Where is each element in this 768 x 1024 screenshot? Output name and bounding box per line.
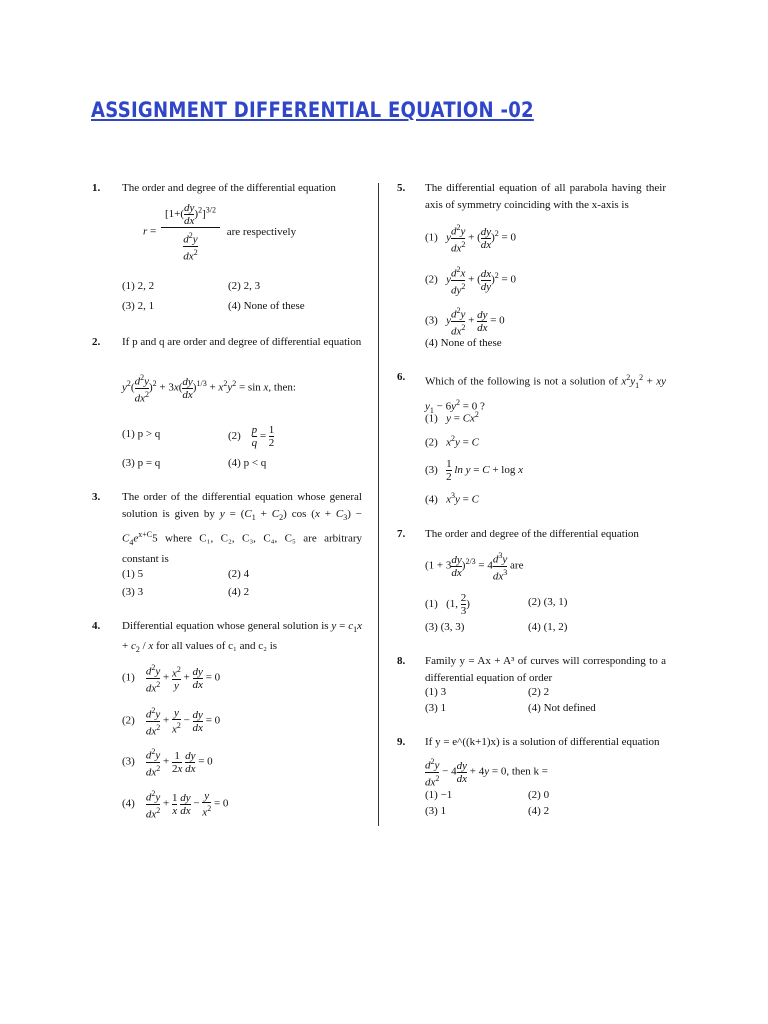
option-4[interactable]: (4) 2 [528,805,550,817]
question-number: 2. [92,336,101,348]
option-4[interactable]: (4) 2 [228,586,250,598]
question-text-part: The order of the differential equation whose general solution is given by [122,491,362,520]
option-3[interactable]: (3) 2, 1 [122,300,155,312]
option-label: (2) [425,436,438,449]
question-tail: are respectively [226,225,297,238]
question-number: 8. [397,655,406,667]
question-tail: , then: [268,381,296,394]
option-label: (1) [425,412,438,425]
question-number: 3. [92,491,101,503]
question-text: If y = e^((k+1)x) is a solution of differential equation [425,736,660,748]
option-label: (1) [425,598,438,611]
option-3[interactable]: (3) $\frac{d^2y}{dx^2}$ + $\frac{1}{2x}$ $\frac{dy}{dx}$ = 0 [122,747,213,779]
option-4[interactable]: (4) None of these [425,337,502,349]
question-text: Family y = Ax + A³ of curves will corresponding to a differential equation of order [425,655,666,684]
option-2[interactable]: (2) $\frac{d^2y}{dx^2}$ + $\frac{y}{x^2}$ − $\frac{dy}{dx}$ = 0 [122,706,221,738]
question-number: 5. [397,182,406,194]
equation: $y^2$( $\frac{d^2y}{dx^2}$ )$^2$ + 3x( $\frac{dy}{dx}$ )$^{1/3} + x^2y^2 = \sin x$, then: [122,373,296,405]
option-1[interactable]: (1) p > q [122,428,161,440]
option-4[interactable]: (4) (1, 2) [528,621,568,633]
question-text: Differential equation whose general solution is $y = c_1x + c_2 / x$ for all values of c₁ and c₂ is [122,620,362,655]
question-number: 7. [397,528,406,540]
option-4[interactable]: (4) Not defined [528,702,596,714]
question-text-part: where C₁, C₂, C₃, C₄, C₅ are arbitrary constant is [122,532,362,566]
option-3[interactable]: (3) 1 [425,805,447,817]
option-1[interactable]: (1) $\frac{d^2y}{dx^2}$ + $\frac{x^2}{y}$ + $\frac{dy}{dx}$ = 0 [122,663,221,695]
option-3[interactable]: (3) $\frac{1}{2}$ ln y = C + log x [425,458,523,483]
column-divider [378,183,379,826]
question-number: 4. [92,620,101,632]
question-text-part: Differential equation whose general solution is [122,620,329,632]
option-2[interactable]: (2) 2 [528,686,550,698]
page-title: ASSIGNMENT DIFFERENTIAL EQUATION -02 [91,98,534,122]
option-2[interactable]: (2) y $\frac{d^2x}{dy^2}$ + ( $\frac{dx}{dy}$ )$^2$ = 0 [425,265,517,297]
option-1[interactable]: (1) 5 [122,568,144,580]
question-tail: , then k = [506,765,548,778]
option-3[interactable]: (3) 3 [122,586,144,598]
option-1[interactable]: (1) −1 [425,789,453,801]
option-label: (2) [122,714,135,727]
question-text: The differential equation of all parabola having their axis of symmetry coinciding with the x-axis is [425,182,666,211]
option-4[interactable]: (4) $x^3y = C$ [425,491,479,506]
question-text-part: Which of the following is not a solution of [425,375,618,388]
option-label: (3) [425,314,438,327]
option-2[interactable]: (2) 4 [228,568,250,580]
option-label: (4) [425,493,438,506]
option-1[interactable]: (1) y $\frac{d^2y}{dx^2}$ + ( $\frac{dy}{dx}$ )$^2$ = 0 [425,223,517,255]
question-text: The order of the differential equation whose general solution is given by $y = (C_1 + C_2)$ $\cos (x + C_3) - C_4e^{x+C}5$ where C₁, C₂, C₃, C₄, C₅ are arbitrary constant is [122,491,362,566]
option-label: (4) [122,797,135,810]
option-label: (3) [425,464,438,477]
option-label: (1) [425,231,438,244]
option-1[interactable]: (1) 2, 2 [122,280,155,292]
question-text-part: for all values of c₁ and c₂ is [156,640,278,653]
question-number: 1. [92,182,101,194]
option-label: (2) [228,430,241,443]
question-text: The order and degree of the differential equation [425,528,639,540]
question-tail: are [510,559,524,572]
option-1[interactable]: (1) $y = Cx^2$ [425,410,479,425]
option-2[interactable]: (2) 0 [528,789,550,801]
option-4[interactable]: (4) p < q [228,457,267,469]
question-text: If p and q are order and degree of differential equation [122,336,362,348]
option-3[interactable]: (3) y $\frac{d^2y}{dx^2}$ + $\frac{dy}{dx}$ = 0 [425,306,505,338]
equation: r = [1+( $\frac{dy}{dx}$ )$^2$]$^{3/2}$ $\frac{d^2y}{dx^2}$ are respectively [143,202,297,263]
option-label: (1) [122,671,135,684]
question-number: 9. [397,736,406,748]
option-3[interactable]: (3) (3, 3) [425,621,465,633]
option-3[interactable]: (3) 1 [425,702,447,714]
question-number: 6. [397,371,406,383]
equation: $\frac{d^2y}{dx^2}$ − 4 $\frac{dy}{dx}$ + 4y = 0, then k = [425,757,548,789]
equation: (1 + 3 $\frac{dy}{dx}$ )$^{2/3}$ = 4 $\frac{d^3y}{dx^3}$ are [425,551,524,583]
question-text: The order and degree of the differential equation [122,182,336,194]
option-2[interactable]: (2) $x^2y = C$ [425,434,479,449]
option-3[interactable]: (3) p = q [122,457,161,469]
question-text: Which of the following is not a solution of $x^2y_1^2$ + xy $y_1 - 6y^2 = 0$ ? [425,373,666,415]
option-4[interactable]: (4) None of these [228,300,305,312]
option-2[interactable]: (2) $\frac{p}{q}$ = $\frac{1}{2}$ [228,424,275,449]
option-label: (3) [122,755,135,768]
option-4[interactable]: (4) $\frac{d^2y}{dx^2}$ + $\frac{1}{x}$ $\frac{dy}{dx}$ − $\frac{y}{x^2}$ = 0 [122,789,229,821]
option-2[interactable]: (2) (3, 1) [528,596,568,608]
question-text-part: cos [291,508,307,520]
option-2[interactable]: (2) 2, 3 [228,280,261,292]
option-label: (2) [425,273,438,286]
option-1[interactable]: (1) (1, $\frac{2}{3}$ ) [425,592,470,617]
option-1[interactable]: (1) 3 [425,686,447,698]
